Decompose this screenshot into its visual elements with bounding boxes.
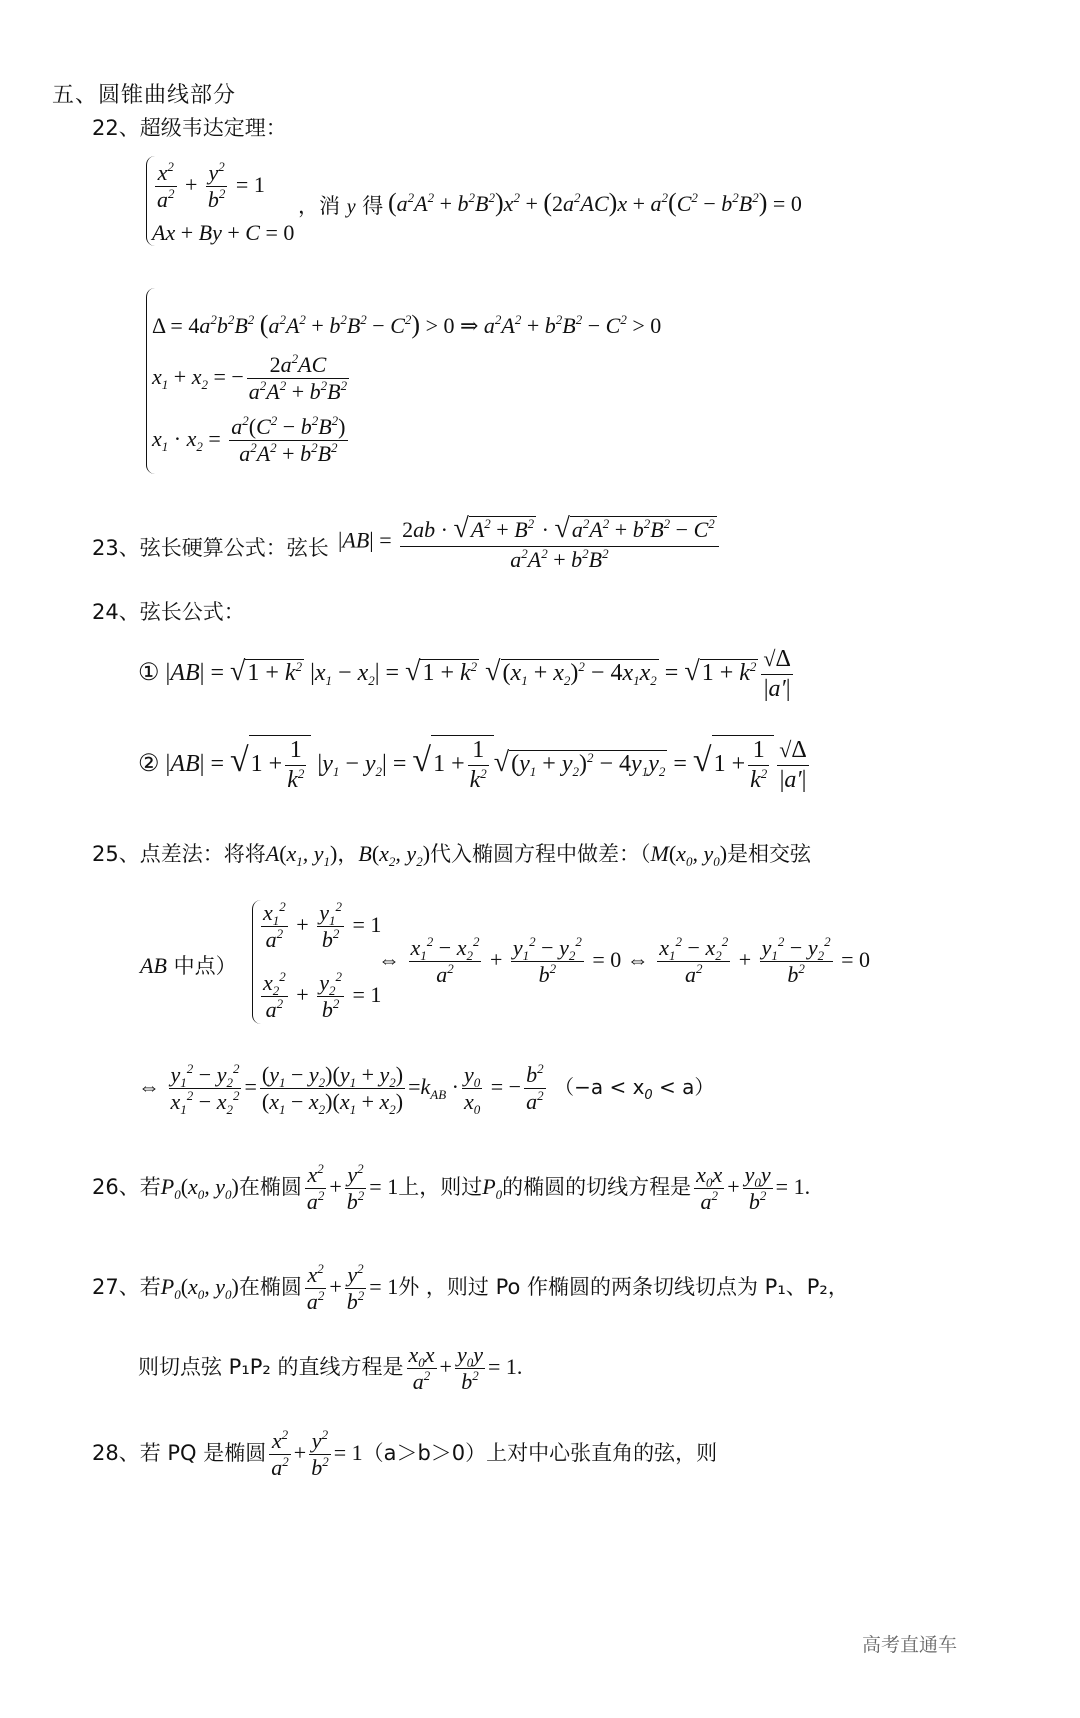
sum-of-roots: $x_1 + x_2$ = − $\frac{2a^2AC}{a^2A^2 + b^2B^2}$ bbox=[152, 351, 348, 405]
chord-length-formula-1: ① $|AB| = √1 + k^2$ $|x_1 - x_2| = √1 + k^2$ $√(x_1 + x_2)^2 - 4x_1x_2 = √1 + k^2$ $\frac{√\Delta}{|a'|}$ bbox=[138, 646, 791, 702]
item-24-label: 24、弦长公式： bbox=[92, 600, 245, 624]
difference-equations: ⇔ $\frac{x_1^2 - x_2^2}{a^2}$ + $\frac{y_1^2 - y_2^2}{b^2}$ = 0 ⇔ $\frac{x_1^2 - x_2^2}{a^2}$ + $\frac{y_1^2 - y_2^2}{b^2}$ = 0 bbox=[378, 934, 870, 988]
item-25-line: 25、点差法：将将$A(x_1$, $y_1$)，$B(x_2$, $y_2$)代入椭圆方程中做差：（$M(x_0$, $y_0$)是相交弦 bbox=[92, 841, 812, 869]
discriminant: $\Delta = 4a^2b^2B^2$ $(a^2A^2 + b^2B^2 - C^2) > 0$ ⇒ $a^2A^2 + b^2B^2 - C^2 > 0$ bbox=[152, 310, 662, 339]
slope-product-result: ⇔ $\frac{y_1^2 - y_2^2}{x_1^2 - x_2^2}$ = $\frac{(y_1 - y_2)(y_1 + y_2)}{(x_1 - x_2)(x_1 + x_2)}$ $=k_{AB}$ · $\frac{y_0}{x_0}$ = − $\frac{b^2}{a^2}$ $(-a < x_0 < a)$ bbox=[138, 1061, 715, 1118]
item-26-line: 26、若$P_0(x_0$, $y_0$)在椭圆 $\frac{x^2}{a^2}$ + $\frac{y^2}{b^2}$ = 1上，则过$P_0$的椭圆的切线方程是 $\frac{x_0x}{a^2}$ + $\frac{y_0y}{b^2}$ = 1. bbox=[92, 1161, 811, 1215]
item-25-ab-midpoint: AB 中点） bbox=[140, 953, 237, 978]
chord-length-hard-formula: |AB| = $\frac{2ab \cdot √A^2 + B^2 \cdot √a^2A^2 + b^2B^2 - C^2}{a^2A^2 + b^2B^2}$ bbox=[338, 512, 722, 573]
section-title: 五、圆锥曲线部分 bbox=[52, 83, 237, 108]
line-equation: Ax + By + C = 0 bbox=[152, 220, 295, 245]
item-27-line-2: 则切点弦 P₁P₂ 的直线方程是 $\frac{x_0x}{a^2}$ + $\frac{y_0y}{b^2}$ = 1. bbox=[138, 1342, 523, 1395]
chord-length-formula-2: ② |AB| = √1 + $\frac{1}{k^2}$ $|y_1 - y_2| = √1$ + $\frac{1}{k^2}$ $√(y_1 + y_2)^2 - 4y_1y_2 = √1$ + $\frac{1}{k^2}$ $\frac{√\Delta}{|a'|}$ bbox=[138, 737, 807, 793]
item-27-line-1: 27、若$P_0(x_0$, $y_0$)在椭圆 $\frac{x^2}{a^2}$ + $\frac{y^2}{b^2}$ = 1外 ，则过 Po 作椭圆的两条切线切点为 P₁、P₂， bbox=[92, 1261, 849, 1315]
point-a-on-ellipse: $\frac{x_1^2}{a^2}$ + $\frac{y_1^2}{b^2}$ = 1 bbox=[263, 899, 382, 953]
point-b-on-ellipse: $\frac{x_2^2}{a^2}$ + $\frac{y_2^2}{b^2}$ = 1 bbox=[263, 969, 382, 1023]
quadratic-result: $(a^2A^2 + b^2B^2)x^2 + (2a^2AC)x + a^2(C^2 - b^2B^2) = 0$ bbox=[388, 188, 802, 217]
item-22-label: 22、超级韦达定理： bbox=[92, 116, 287, 140]
watermark: 高考直通车 bbox=[862, 1634, 958, 1656]
product-of-roots: $x_1 \cdot x_2$ = $\frac{a^2(C^2 - b^2B^2)}{a^2A^2 + b^2B^2}$ bbox=[152, 413, 346, 467]
item-23-label: 23、弦长硬算公式：弦长 bbox=[92, 536, 329, 560]
ellipse-equation: $\frac{x^2}{a^2}$ + $\frac{y^2}{b^2}$ = 1 bbox=[157, 159, 265, 213]
item-28-line: 28、若 PQ 是椭圆 $\frac{x^2}{a^2}$ + $\frac{y^2}{b^2}$ = 1（a＞b＞0）上对中心张直角的弦，则 bbox=[92, 1427, 718, 1481]
eliminate-text: ，消 y 得 bbox=[298, 194, 384, 218]
